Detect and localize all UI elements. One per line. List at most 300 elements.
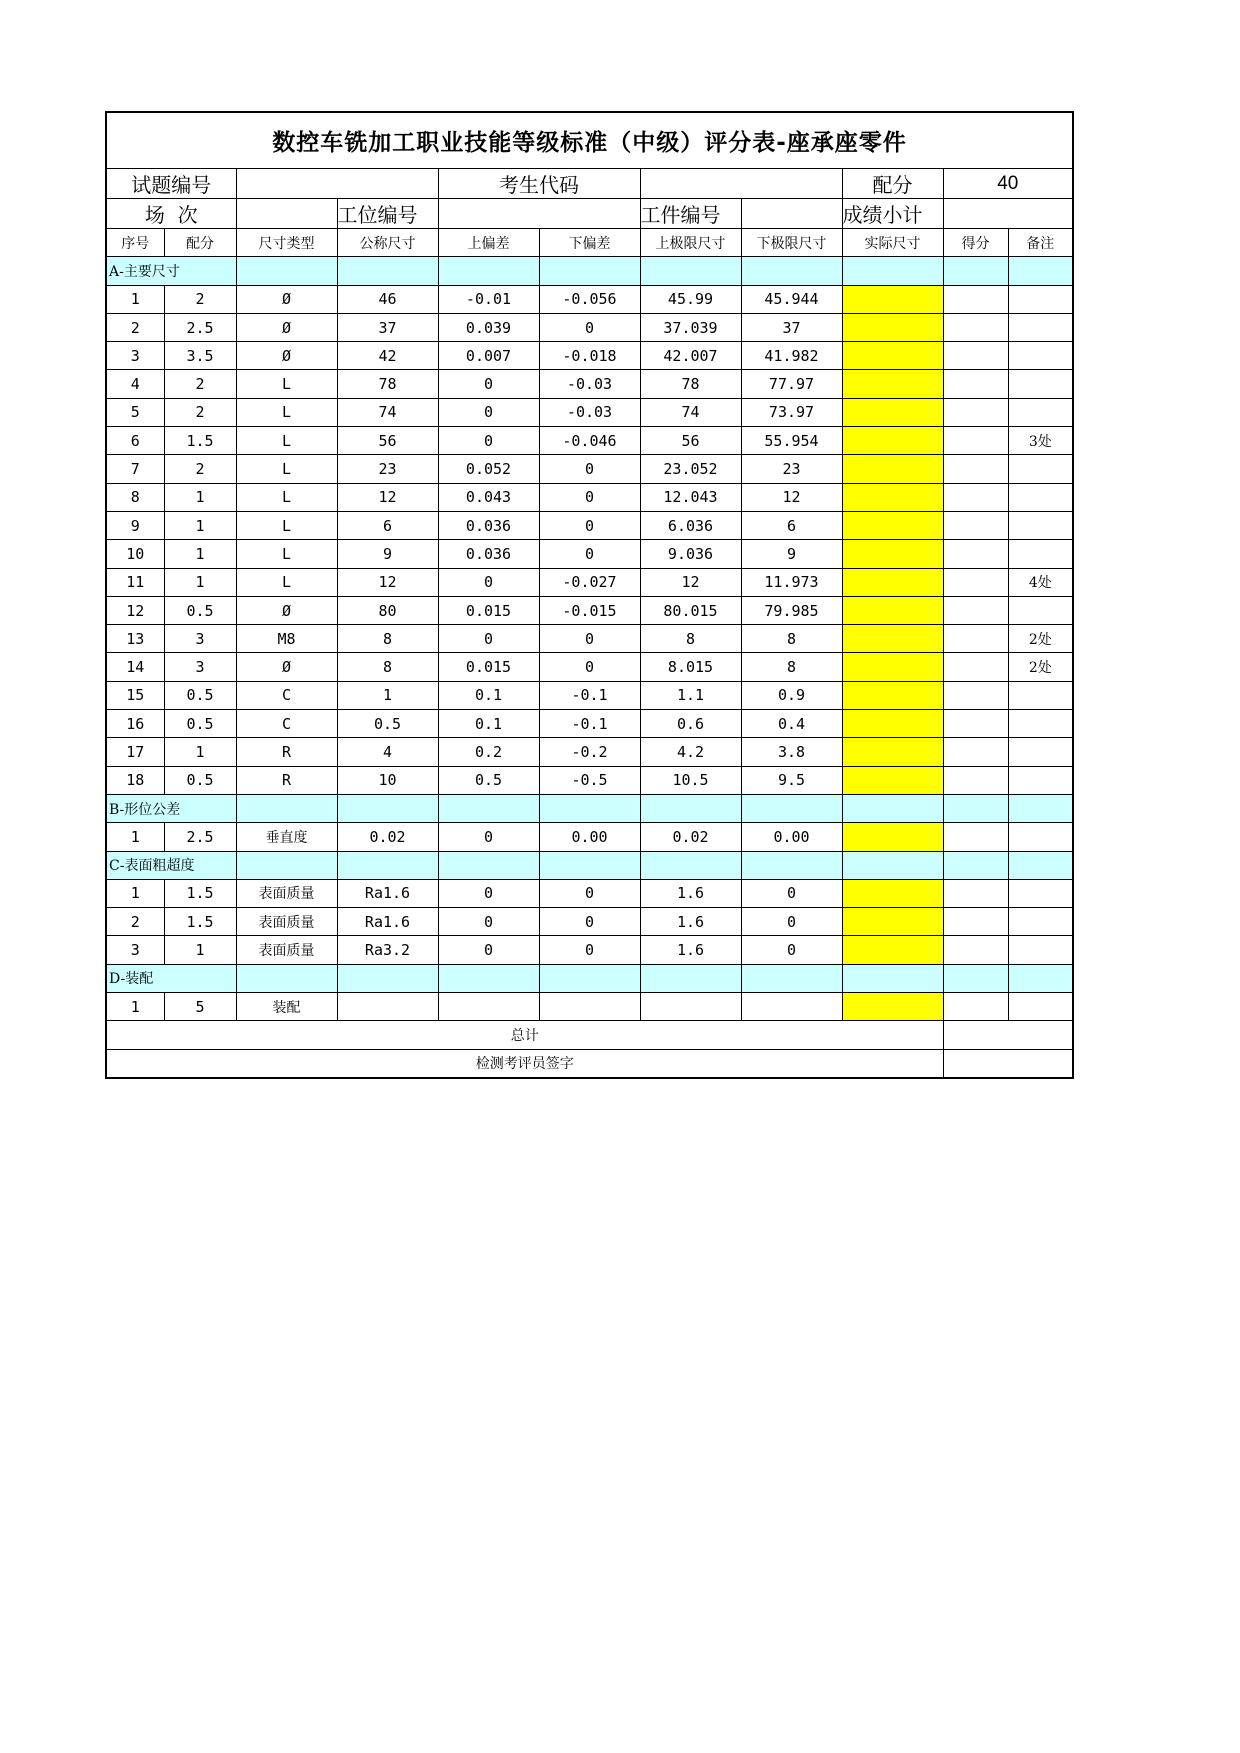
score-cell[interactable]: [943, 596, 1008, 624]
lower-dev-cell: -0.015: [539, 596, 640, 624]
nominal-cell: Ra1.6: [337, 879, 438, 907]
points-cell: 3: [164, 625, 236, 653]
upper-dev-cell: 0.043: [438, 483, 539, 511]
upper-dev-cell: 0: [438, 427, 539, 455]
points-cell: 1: [164, 483, 236, 511]
upper-limit-cell: 1.1: [640, 681, 741, 709]
upper-dev-cell: 0: [438, 936, 539, 964]
section-row: [106, 964, 1073, 992]
score-cell[interactable]: [943, 766, 1008, 794]
table-row: [106, 625, 1073, 653]
score-cell[interactable]: [943, 710, 1008, 738]
seq-cell: 11: [106, 568, 164, 596]
actual-size-cell[interactable]: [842, 483, 943, 511]
lower-limit-cell: 41.982: [741, 342, 842, 370]
score-sheet-table: [105, 111, 1074, 1079]
lower-dev-cell: -0.03: [539, 398, 640, 426]
lower-limit-cell: 0.9: [741, 681, 842, 709]
actual-size-cell[interactable]: [842, 568, 943, 596]
section-empty-cell: [842, 851, 943, 879]
table-row: [106, 993, 1073, 1021]
remark-cell: [1008, 342, 1073, 370]
lower-dev-cell: 0: [539, 511, 640, 539]
seq-cell: 2: [106, 908, 164, 936]
table-row: [106, 766, 1073, 794]
column-header: 得分: [943, 229, 1008, 257]
upper-dev-cell: 0.1: [438, 710, 539, 738]
lower-dev-cell: 0.00: [539, 823, 640, 851]
actual-size-cell[interactable]: [842, 766, 943, 794]
section-empty-cell: [337, 794, 438, 822]
section-empty-cell: [842, 794, 943, 822]
points-cell: 2: [164, 455, 236, 483]
score-cell[interactable]: [943, 342, 1008, 370]
remark-cell: [1008, 936, 1073, 964]
upper-limit-cell: 12.043: [640, 483, 741, 511]
seq-cell: 17: [106, 738, 164, 766]
actual-size-cell[interactable]: [842, 625, 943, 653]
actual-size-cell[interactable]: [842, 342, 943, 370]
table-row: [106, 823, 1073, 851]
nominal-cell: 0.5: [337, 710, 438, 738]
remark-cell: 4处: [1008, 568, 1073, 596]
seq-cell: 15: [106, 681, 164, 709]
score-cell[interactable]: [943, 511, 1008, 539]
lower-dev-cell: -0.046: [539, 427, 640, 455]
section-empty-cell: [438, 257, 539, 285]
lower-dev-cell: -0.1: [539, 710, 640, 738]
seq-cell: 18: [106, 766, 164, 794]
score-cell[interactable]: [943, 879, 1008, 907]
total-value[interactable]: [943, 1021, 1073, 1049]
section-row: [106, 257, 1073, 285]
seq-cell: 10: [106, 540, 164, 568]
score-cell[interactable]: [943, 653, 1008, 681]
dim-type-cell: M8: [236, 625, 337, 653]
actual-size-cell[interactable]: [842, 313, 943, 341]
remark-cell: [1008, 823, 1073, 851]
nominal-cell: 8: [337, 625, 438, 653]
nominal-cell: 78: [337, 370, 438, 398]
remark-cell: [1008, 879, 1073, 907]
dim-type-cell: Ø: [236, 342, 337, 370]
sheet-title: 数控车铣加工职业技能等级标准（中级）评分表-座承座零件: [106, 112, 1073, 169]
table-row: [106, 455, 1073, 483]
upper-limit-cell: 45.99: [640, 285, 741, 313]
exam-no-value[interactable]: [236, 169, 438, 199]
lower-limit-cell: 77.97: [741, 370, 842, 398]
subtotal-value[interactable]: [943, 199, 1073, 229]
column-header: 备注: [1008, 229, 1073, 257]
section-title: B-形位公差: [106, 794, 236, 822]
actual-size-cell[interactable]: [842, 427, 943, 455]
section-empty-cell: [236, 257, 337, 285]
column-header: 配分: [164, 229, 236, 257]
actual-size-cell[interactable]: [842, 710, 943, 738]
actual-size-cell[interactable]: [842, 879, 943, 907]
table-row: [106, 342, 1073, 370]
points-cell: 1.5: [164, 908, 236, 936]
lower-dev-cell: -0.018: [539, 342, 640, 370]
section-empty-cell: [640, 851, 741, 879]
section-row: [106, 851, 1073, 879]
upper-limit-cell: 74: [640, 398, 741, 426]
points-cell: 2: [164, 398, 236, 426]
remark-cell: [1008, 455, 1073, 483]
upper-limit-cell: 1.6: [640, 908, 741, 936]
dim-type-cell: L: [236, 455, 337, 483]
score-cell[interactable]: [943, 398, 1008, 426]
nominal-cell: 56: [337, 427, 438, 455]
upper-dev-cell: 0.1: [438, 681, 539, 709]
lower-limit-cell: [741, 993, 842, 1021]
actual-size-cell[interactable]: [842, 370, 943, 398]
points-label: 配分: [842, 169, 943, 199]
lower-limit-cell: 12: [741, 483, 842, 511]
lower-dev-cell: 0: [539, 936, 640, 964]
lower-dev-cell: 0: [539, 653, 640, 681]
section-title: C-表面粗超度: [106, 851, 236, 879]
remark-cell: [1008, 370, 1073, 398]
table-row: [106, 313, 1073, 341]
actual-size-cell[interactable]: [842, 285, 943, 313]
upper-dev-cell: 0: [438, 370, 539, 398]
nominal-cell: 10: [337, 766, 438, 794]
section-title: D-装配: [106, 964, 236, 992]
table-row: [106, 738, 1073, 766]
points-cell: 5: [164, 993, 236, 1021]
score-cell[interactable]: [943, 540, 1008, 568]
upper-limit-cell: 12: [640, 568, 741, 596]
seq-cell: 2: [106, 313, 164, 341]
actual-size-cell[interactable]: [842, 540, 943, 568]
nominal-cell: 42: [337, 342, 438, 370]
points-cell: 3.5: [164, 342, 236, 370]
lower-dev-cell: 0: [539, 625, 640, 653]
remark-cell: [1008, 993, 1073, 1021]
table-row: [106, 483, 1073, 511]
lower-limit-cell: 0.4: [741, 710, 842, 738]
actual-size-cell[interactable]: [842, 823, 943, 851]
lower-dev-cell: 0: [539, 455, 640, 483]
upper-limit-cell: 0.02: [640, 823, 741, 851]
actual-size-cell[interactable]: [842, 936, 943, 964]
upper-dev-cell: 0: [438, 625, 539, 653]
table-row: [106, 511, 1073, 539]
score-cell[interactable]: [943, 738, 1008, 766]
dim-type-cell: L: [236, 568, 337, 596]
actual-size-cell[interactable]: [842, 993, 943, 1021]
lower-limit-cell: 0.00: [741, 823, 842, 851]
upper-dev-cell: 0: [438, 908, 539, 936]
section-empty-cell: [539, 851, 640, 879]
column-header-row: [106, 229, 1073, 257]
section-empty-cell: [640, 257, 741, 285]
upper-limit-cell: 4.2: [640, 738, 741, 766]
dim-type-cell: 垂直度: [236, 823, 337, 851]
workpiece-label: 工件编号: [640, 199, 741, 229]
points-cell: 1: [164, 568, 236, 596]
upper-limit-cell: 6.036: [640, 511, 741, 539]
section-empty-cell: [741, 257, 842, 285]
nominal-cell: 4: [337, 738, 438, 766]
upper-dev-cell: [438, 993, 539, 1021]
dim-type-cell: Ø: [236, 596, 337, 624]
score-cell[interactable]: [943, 483, 1008, 511]
upper-dev-cell: 0.015: [438, 653, 539, 681]
dim-type-cell: L: [236, 398, 337, 426]
nominal-cell: 37: [337, 313, 438, 341]
column-header: 公称尺寸: [337, 229, 438, 257]
upper-limit-cell: 42.007: [640, 342, 741, 370]
seq-cell: 16: [106, 710, 164, 738]
section-empty-cell: [236, 794, 337, 822]
remark-cell: 2处: [1008, 625, 1073, 653]
lower-limit-cell: 11.973: [741, 568, 842, 596]
lower-dev-cell: -0.03: [539, 370, 640, 398]
actual-size-cell[interactable]: [842, 681, 943, 709]
lower-limit-cell: 79.985: [741, 596, 842, 624]
points-cell: 0.5: [164, 710, 236, 738]
seq-cell: 1: [106, 879, 164, 907]
upper-dev-cell: 0: [438, 568, 539, 596]
table-row: [106, 681, 1073, 709]
table-row: [106, 879, 1073, 907]
dim-type-cell: L: [236, 511, 337, 539]
actual-size-cell[interactable]: [842, 653, 943, 681]
table-row: [106, 568, 1073, 596]
section-title: A-主要尺寸: [106, 257, 236, 285]
actual-size-cell[interactable]: [842, 455, 943, 483]
lower-limit-cell: 55.954: [741, 427, 842, 455]
seq-cell: 1: [106, 993, 164, 1021]
section-empty-cell: [236, 964, 337, 992]
lower-dev-cell: -0.1: [539, 681, 640, 709]
section-empty-cell: [943, 851, 1008, 879]
seq-cell: 4: [106, 370, 164, 398]
dim-type-cell: Ø: [236, 313, 337, 341]
upper-limit-cell: [640, 993, 741, 1021]
lower-limit-cell: 73.97: [741, 398, 842, 426]
column-header: 实际尺寸: [842, 229, 943, 257]
section-empty-cell: [337, 964, 438, 992]
exam-no-label: 试题编号: [106, 169, 236, 199]
actual-size-cell[interactable]: [842, 511, 943, 539]
upper-dev-cell: 0.036: [438, 540, 539, 568]
lower-limit-cell: 6: [741, 511, 842, 539]
column-header: 下偏差: [539, 229, 640, 257]
upper-limit-cell: 56: [640, 427, 741, 455]
points-cell: 1: [164, 936, 236, 964]
section-empty-cell: [943, 257, 1008, 285]
score-cell[interactable]: [943, 427, 1008, 455]
section-empty-cell: [640, 964, 741, 992]
dim-type-cell: C: [236, 681, 337, 709]
section-empty-cell: [741, 964, 842, 992]
lower-limit-cell: 0: [741, 936, 842, 964]
seq-cell: 1: [106, 285, 164, 313]
dim-type-cell: Ø: [236, 285, 337, 313]
points-value: 40: [943, 169, 1073, 199]
actual-size-cell[interactable]: [842, 908, 943, 936]
remark-cell: [1008, 511, 1073, 539]
score-cell[interactable]: [943, 455, 1008, 483]
nominal-cell: 46: [337, 285, 438, 313]
points-cell: 2.5: [164, 823, 236, 851]
dim-type-cell: C: [236, 710, 337, 738]
section-empty-cell: [1008, 851, 1073, 879]
dim-type-cell: Ø: [236, 653, 337, 681]
points-cell: 1: [164, 738, 236, 766]
dim-type-cell: L: [236, 540, 337, 568]
dim-type-cell: L: [236, 427, 337, 455]
lower-limit-cell: 9.5: [741, 766, 842, 794]
actual-size-cell[interactable]: [842, 398, 943, 426]
upper-dev-cell: 0: [438, 879, 539, 907]
lower-limit-cell: 8: [741, 653, 842, 681]
dim-type-cell: L: [236, 370, 337, 398]
column-header: 上偏差: [438, 229, 539, 257]
points-cell: 2.5: [164, 313, 236, 341]
dim-type-cell: 表面质量: [236, 936, 337, 964]
score-cell[interactable]: [943, 993, 1008, 1021]
upper-limit-cell: 0.6: [640, 710, 741, 738]
score-cell[interactable]: [943, 936, 1008, 964]
remark-cell: [1008, 766, 1073, 794]
upper-dev-cell: 0.052: [438, 455, 539, 483]
station-label: 工位编号: [337, 199, 438, 229]
signature-value[interactable]: [943, 1049, 1073, 1078]
section-empty-cell: [337, 257, 438, 285]
session-value[interactable]: [236, 199, 337, 229]
table-row: [106, 653, 1073, 681]
signature-label: 检测考评员签字: [106, 1049, 943, 1078]
table-row: [106, 936, 1073, 964]
remark-cell: [1008, 398, 1073, 426]
total-row: [106, 1021, 1073, 1049]
table-row: [106, 540, 1073, 568]
dim-type-cell: 装配: [236, 993, 337, 1021]
section-empty-cell: [539, 964, 640, 992]
upper-limit-cell: 23.052: [640, 455, 741, 483]
score-cell[interactable]: [943, 370, 1008, 398]
table-row: [106, 285, 1073, 313]
section-empty-cell: [943, 794, 1008, 822]
points-cell: 2: [164, 285, 236, 313]
section-empty-cell: [438, 794, 539, 822]
table-row: [106, 710, 1073, 738]
section-empty-cell: [1008, 257, 1073, 285]
lower-dev-cell: 0: [539, 879, 640, 907]
score-cell[interactable]: [943, 681, 1008, 709]
seq-cell: 7: [106, 455, 164, 483]
upper-limit-cell: 1.6: [640, 879, 741, 907]
column-header: 上极限尺寸: [640, 229, 741, 257]
remark-cell: [1008, 681, 1073, 709]
station-value[interactable]: [438, 199, 640, 229]
candidate-code-label: 考生代码: [438, 169, 640, 199]
upper-limit-cell: 37.039: [640, 313, 741, 341]
workpiece-value[interactable]: [741, 199, 842, 229]
points-cell: 0.5: [164, 681, 236, 709]
actual-size-cell[interactable]: [842, 596, 943, 624]
lower-limit-cell: 0: [741, 908, 842, 936]
remark-cell: [1008, 738, 1073, 766]
nominal-cell: 12: [337, 483, 438, 511]
score-cell[interactable]: [943, 313, 1008, 341]
section-empty-cell: [236, 851, 337, 879]
seq-cell: 13: [106, 625, 164, 653]
seq-cell: 9: [106, 511, 164, 539]
lower-dev-cell: 0: [539, 313, 640, 341]
points-cell: 0.5: [164, 596, 236, 624]
nominal-cell: [337, 993, 438, 1021]
upper-dev-cell: -0.01: [438, 285, 539, 313]
section-empty-cell: [842, 964, 943, 992]
lower-dev-cell: -0.027: [539, 568, 640, 596]
upper-dev-cell: 0.2: [438, 738, 539, 766]
lower-limit-cell: 37: [741, 313, 842, 341]
seq-cell: 6: [106, 427, 164, 455]
score-cell[interactable]: [943, 285, 1008, 313]
upper-dev-cell: 0: [438, 823, 539, 851]
score-cell[interactable]: [943, 823, 1008, 851]
table-row: [106, 596, 1073, 624]
seq-cell: 8: [106, 483, 164, 511]
upper-limit-cell: 1.6: [640, 936, 741, 964]
lower-dev-cell: 0: [539, 483, 640, 511]
remark-cell: [1008, 285, 1073, 313]
seq-cell: 5: [106, 398, 164, 426]
score-cell[interactable]: [943, 625, 1008, 653]
nominal-cell: 9: [337, 540, 438, 568]
section-empty-cell: [539, 257, 640, 285]
upper-limit-cell: 78: [640, 370, 741, 398]
seq-cell: 3: [106, 936, 164, 964]
remark-cell: [1008, 710, 1073, 738]
section-row: [106, 794, 1073, 822]
points-cell: 1.5: [164, 427, 236, 455]
remark-cell: [1008, 313, 1073, 341]
score-cell[interactable]: [943, 568, 1008, 596]
remark-cell: [1008, 540, 1073, 568]
actual-size-cell[interactable]: [842, 738, 943, 766]
upper-dev-cell: 0.036: [438, 511, 539, 539]
lower-dev-cell: 0: [539, 908, 640, 936]
section-empty-cell: [539, 794, 640, 822]
section-empty-cell: [943, 964, 1008, 992]
seq-cell: 12: [106, 596, 164, 624]
score-cell[interactable]: [943, 908, 1008, 936]
table-row: [106, 370, 1073, 398]
points-cell: 1.5: [164, 879, 236, 907]
upper-dev-cell: 0.5: [438, 766, 539, 794]
points-cell: 1: [164, 511, 236, 539]
section-empty-cell: [438, 851, 539, 879]
lower-limit-cell: 0: [741, 879, 842, 907]
dim-type-cell: R: [236, 738, 337, 766]
lower-limit-cell: 9: [741, 540, 842, 568]
section-empty-cell: [438, 964, 539, 992]
nominal-cell: 6: [337, 511, 438, 539]
section-empty-cell: [337, 851, 438, 879]
dim-type-cell: 表面质量: [236, 908, 337, 936]
candidate-code-value[interactable]: [640, 169, 842, 199]
lower-limit-cell: 23: [741, 455, 842, 483]
lower-limit-cell: 3.8: [741, 738, 842, 766]
lower-limit-cell: 45.944: [741, 285, 842, 313]
session-label: 场 次: [106, 199, 236, 229]
